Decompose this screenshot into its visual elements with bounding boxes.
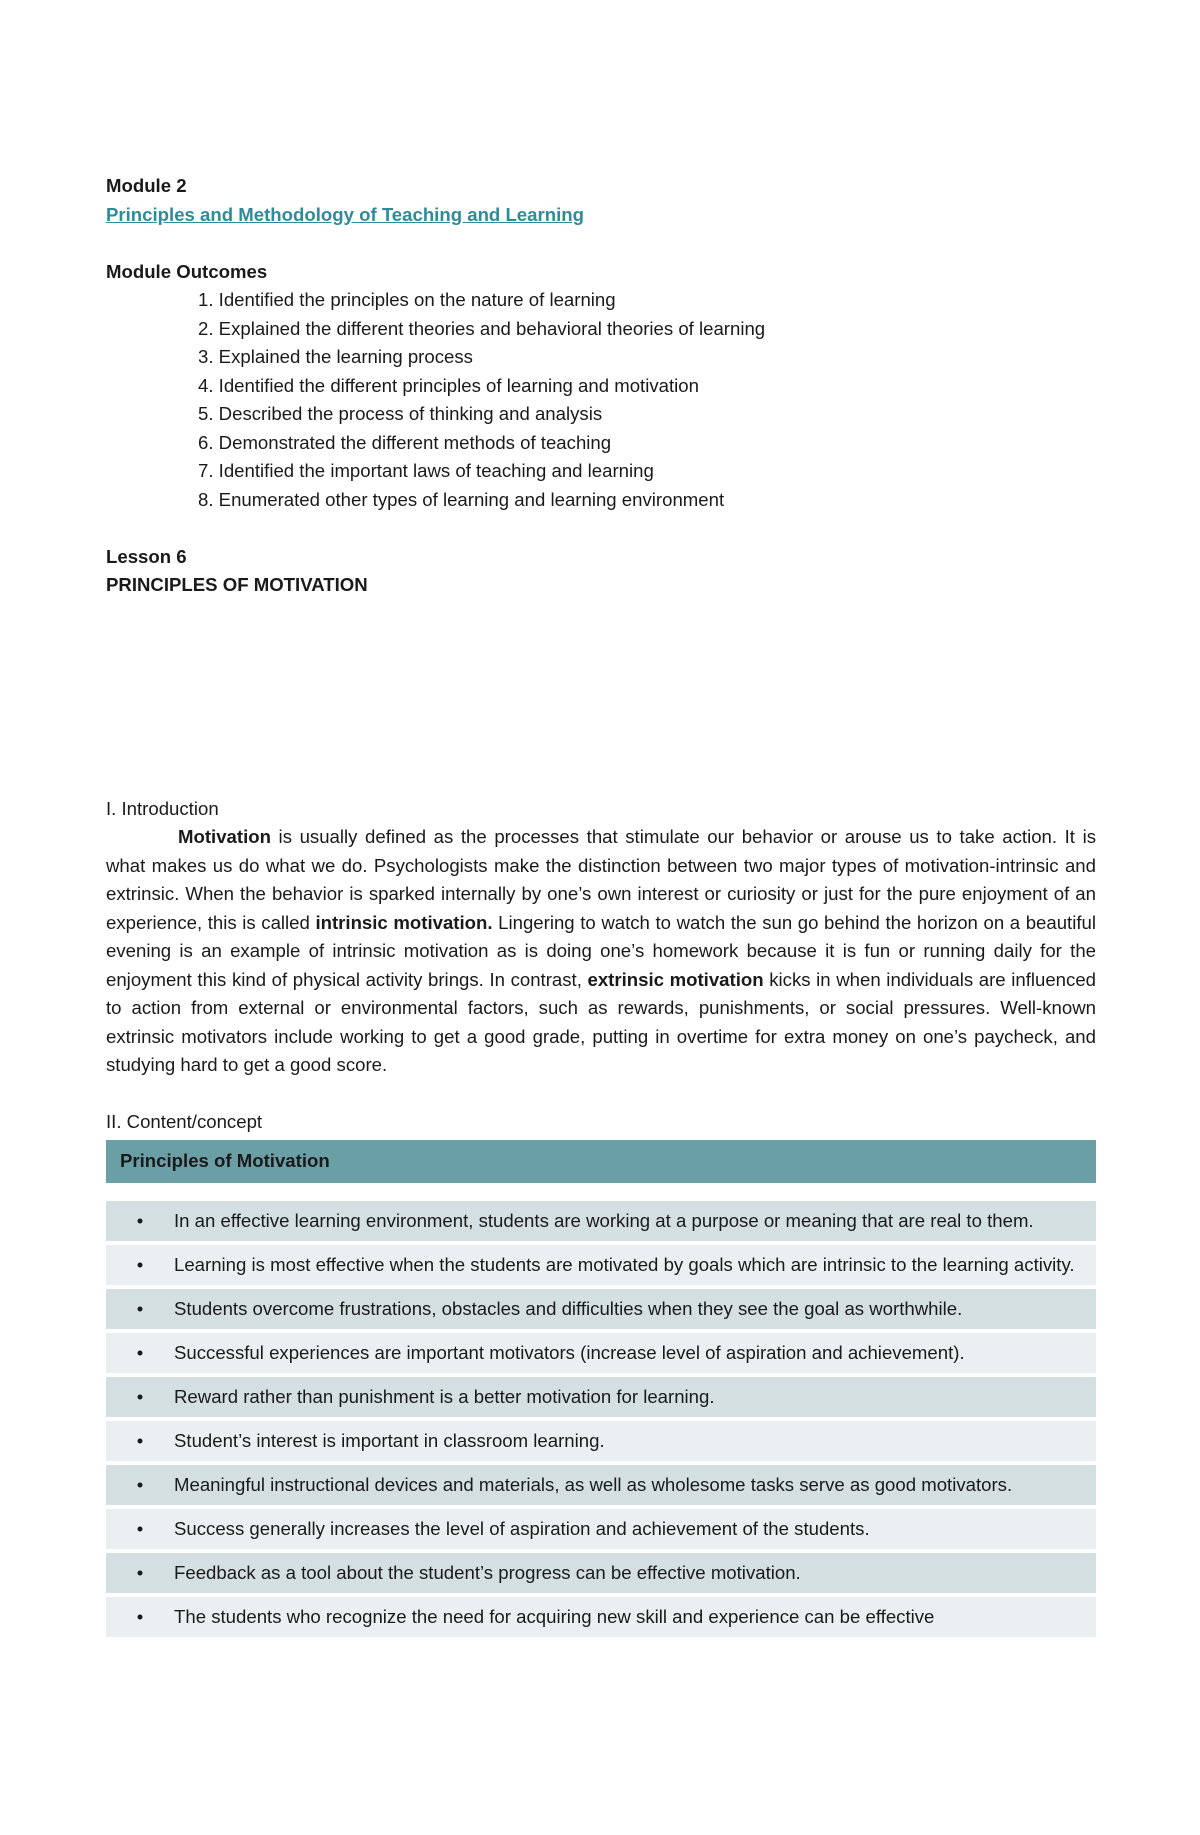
introduction-heading: I. Introduction	[106, 797, 219, 819]
term-extrinsic: extrinsic motivation	[587, 968, 764, 990]
table-row	[106, 1597, 1096, 1637]
lesson-label: Lesson 6	[106, 545, 187, 567]
table-row	[106, 1333, 1096, 1373]
outcome-item: 7. Identified the important laws of teaching and learning	[198, 460, 654, 481]
principle-text: Successful experiences are important motivators (increase level of aspiration and achievement).	[174, 1333, 1096, 1373]
table-header: Principles of Motivation	[106, 1140, 1096, 1183]
principle-text: Feedback as a tool about the student’s progress can be effective motivation.	[174, 1553, 1096, 1593]
term-intrinsic: intrinsic motivation.	[315, 911, 493, 933]
bullet: •	[106, 1377, 174, 1417]
bullet: •	[106, 1509, 174, 1549]
spacer	[106, 514, 1096, 543]
bullet: •	[106, 1289, 174, 1329]
outcome-item: 3. Explained the learning process	[198, 346, 473, 367]
outcomes-list	[106, 286, 1096, 514]
outcome-item: 8. Enumerated other types of learning and learning environment	[198, 488, 725, 510]
outcome-item: 1. Identified the principles on the nature of learning	[198, 289, 616, 310]
principle-text: The students who recognize the need for acquiring new skill and experience can be effective	[174, 1597, 1096, 1637]
table-row	[106, 1289, 1096, 1329]
principle-text: Students overcome frustrations, obstacles and difficulties when they see the goal as worthwhile.	[174, 1289, 1096, 1329]
outcome-item: 5. Described the process of thinking and analysis	[198, 403, 603, 424]
table-row	[106, 1465, 1096, 1505]
principle-text: Reward rather than punishment is a better motivation for learning.	[174, 1377, 1096, 1417]
outcomes-heading: Module Outcomes	[106, 260, 268, 282]
principle-text: Student’s interest is important in classroom learning.	[174, 1421, 1096, 1461]
bullet: •	[106, 1597, 174, 1637]
content-heading: II. Content/concept	[106, 1110, 263, 1132]
intro-text: Lingering to watch to watch the sun go behind the horizon on a beautiful evening is an example of intrinsic motivation as is doing one’s homework because it is fun or running daily for the enjoyment this kind of physical activity brings. In contrast,	[106, 911, 1096, 990]
intro-text: kicks in when individuals are influenced to action from external or environmental factors, such as rewards, punishments, or social pressures. Well-known extrinsic motivators include working to get a good grade, putting in overtime for extra money on one’s paycheck, and studying hard to get a good score.	[106, 968, 1097, 1075]
blank-space	[106, 600, 1096, 795]
bullet: •	[106, 1553, 174, 1593]
bullet: •	[106, 1245, 174, 1285]
module-label: Module 2	[106, 175, 187, 196]
document-page	[106, 172, 1096, 1641]
outcome-item: 2. Explained the different theories and behavioral theories of learning	[198, 317, 766, 339]
intro-text: is usually defined as the processes that stimulate our behavior or arouse us to take action. It is what makes us do what we do. Psychologists make the distinction between two major types of motivation-intrinsic and extrinsic. When the behavior is sparked internally by one’s own interest or curiosity or just for the pure enjoyment of an experience, this is called	[106, 826, 1096, 933]
table-row	[106, 1245, 1096, 1285]
bullet: •	[106, 1333, 174, 1373]
term-motivation: Motivation	[178, 826, 271, 847]
outcome-item: 4. Identified the different principles of learning and motivation	[198, 374, 699, 396]
bullet: •	[106, 1201, 174, 1241]
principle-text: Learning is most effective when the students are motivated by goals which are intrinsic to the learning activity.	[174, 1245, 1096, 1285]
table-row	[106, 1553, 1096, 1593]
spacer	[106, 229, 1096, 258]
lesson-title: PRINCIPLES OF MOTIVATION	[106, 574, 368, 595]
module-title: Principles and Methodology of Teaching and Learning	[106, 203, 584, 225]
principle-text: Meaningful instructional devices and materials, as well as wholesome tasks serve as good motivators.	[174, 1465, 1096, 1505]
bullet: •	[106, 1421, 174, 1461]
table-row	[106, 1421, 1096, 1461]
principle-text: In an effective learning environment, students are working at a purpose or meaning that are real to them.	[174, 1201, 1096, 1241]
bullet: •	[106, 1465, 174, 1505]
table-row	[106, 1377, 1096, 1417]
introduction-paragraph	[106, 823, 1096, 1080]
principle-text: Success generally increases the level of aspiration and achievement of the students.	[174, 1509, 1096, 1549]
outcome-item: 6. Demonstrated the different methods of teaching	[198, 431, 612, 453]
table-row	[106, 1201, 1096, 1241]
principles-table	[106, 1136, 1096, 1641]
table-row	[106, 1509, 1096, 1549]
